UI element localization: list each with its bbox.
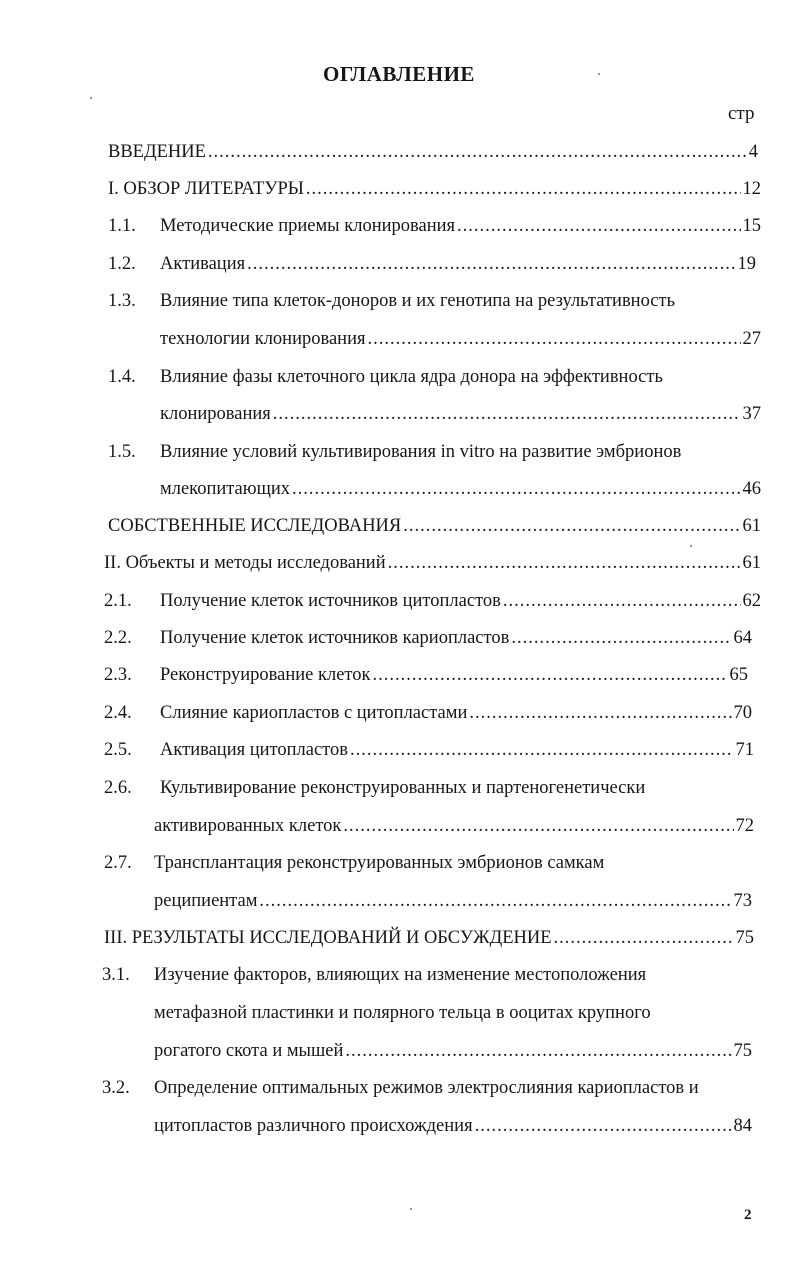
toc-entry-page: 15 bbox=[742, 216, 761, 236]
toc-entry-title: III. РЕЗУЛЬТАТЫ ИССЛЕДОВАНИЙ И ОБСУЖДЕНИЕ bbox=[104, 928, 552, 948]
toc-entry-title: Влияние условий культивирования in vitro на развитие эмбрионов bbox=[160, 442, 682, 462]
toc-entry-2-6[interactable] bbox=[0, 772, 798, 804]
leader-dots bbox=[403, 510, 740, 542]
page-title: ОГЛАВЛЕНИЕ bbox=[323, 62, 475, 86]
toc-entry-title-continued: реципиентам bbox=[154, 891, 258, 911]
leader-dots bbox=[368, 323, 741, 355]
leader-dots bbox=[343, 810, 733, 842]
toc-entry-title: СОБСТВЕННЫЕ ИССЛЕДОВАНИЯ bbox=[108, 516, 402, 536]
toc-entry-2-7-continued[interactable] bbox=[0, 885, 798, 917]
toc-entry-number: 1.1. bbox=[108, 216, 136, 236]
toc-entry-page: 12 bbox=[742, 179, 761, 199]
leader-dots bbox=[259, 885, 731, 917]
toc-entry-title-continued: клонирования bbox=[160, 404, 271, 424]
toc-entry-title: Активация цитопластов bbox=[160, 740, 348, 760]
toc-entry-title: Влияние фазы клеточного цикла ядра донора на эффективность bbox=[160, 367, 663, 387]
page-column-label: стр bbox=[728, 103, 755, 124]
toc-entry-number: 3.1. bbox=[102, 965, 130, 985]
toc-entry-title: Получение клеток источников кариопластов bbox=[160, 628, 510, 648]
toc-entry-number: 1.5. bbox=[108, 442, 136, 462]
toc-entry-title-continued: млекопитающих bbox=[160, 479, 290, 499]
toc-entry-title: Реконструирование клеток bbox=[160, 665, 371, 685]
toc-entry-number: 2.6. bbox=[104, 778, 132, 798]
toc-entry-page: 46 bbox=[742, 479, 761, 499]
leader-dots bbox=[554, 922, 734, 954]
toc-entry-chapter-3[interactable] bbox=[0, 922, 798, 954]
leader-dots bbox=[503, 585, 741, 617]
leader-dots bbox=[345, 1035, 731, 1067]
toc-entry-number: 2.1. bbox=[104, 591, 132, 611]
toc-entry-page: 64 bbox=[733, 628, 752, 648]
toc-entry-title-continued: технологии клонирования bbox=[160, 329, 366, 349]
toc-entry-title: Влияние типа клеток-доноров и их генотипа на результативность bbox=[160, 291, 676, 311]
leader-dots bbox=[388, 547, 741, 579]
toc-entry-3-1[interactable] bbox=[0, 959, 798, 991]
toc-entry-title-continued: метафазной пластинки и полярного тельца в ооцитах крупного bbox=[154, 1003, 651, 1023]
toc-entry-number: 2.7. bbox=[104, 853, 132, 873]
scan-speck bbox=[90, 97, 92, 99]
leader-dots bbox=[372, 659, 727, 691]
toc-entry-1-4-continued[interactable] bbox=[0, 398, 798, 430]
toc-entry-1-5[interactable] bbox=[0, 436, 798, 468]
toc-entry-title: Культивирование реконструированных и партеногенетически bbox=[160, 778, 646, 798]
toc-entry-title: Активация bbox=[160, 254, 246, 274]
leader-dots bbox=[208, 136, 747, 168]
toc-entry-3-2-continued[interactable] bbox=[0, 1110, 798, 1142]
toc-entry-1-3-continued[interactable] bbox=[0, 323, 798, 355]
toc-entry-2-1[interactable] bbox=[0, 585, 798, 617]
toc-entry-page: 62 bbox=[742, 591, 761, 611]
leader-dots bbox=[475, 1110, 732, 1142]
toc-entry-2-3[interactable] bbox=[0, 659, 798, 691]
toc-entry-2-5[interactable] bbox=[0, 734, 798, 766]
toc-entry-number: 3.2. bbox=[102, 1078, 130, 1098]
toc-entry-page: 27 bbox=[742, 329, 761, 349]
scan-speck bbox=[598, 73, 600, 75]
toc-entry-chapter-1[interactable] bbox=[0, 173, 798, 205]
toc-entry-3-1-line-2[interactable] bbox=[0, 997, 798, 1029]
toc-entry-number: 2.5. bbox=[104, 740, 132, 760]
toc-entry-title: Получение клеток источников цитопластов bbox=[160, 591, 501, 611]
toc-entry-page: 61 bbox=[742, 553, 761, 573]
leader-dots bbox=[511, 622, 731, 654]
leader-dots bbox=[350, 734, 734, 766]
toc-entry-title: Слияние кариопластов с цитопластами bbox=[160, 703, 468, 723]
toc-entry-1-1[interactable] bbox=[0, 210, 798, 242]
toc-entry-page: 84 bbox=[733, 1116, 752, 1136]
scan-speck bbox=[690, 545, 692, 547]
toc-entry-page: 61 bbox=[742, 516, 761, 536]
toc-entry-title: Методические приемы клонирования bbox=[160, 216, 456, 236]
toc-entry-title-continued: активированных клеток bbox=[154, 816, 342, 836]
toc-entry-page: 37 bbox=[742, 404, 761, 424]
toc-entry-number: 1.3. bbox=[108, 291, 136, 311]
toc-entry-title: Определение оптимальных режимов электрослияния кариопластов и bbox=[154, 1078, 699, 1098]
toc-entry-number: 2.4. bbox=[104, 703, 132, 723]
toc-entry-page: 75 bbox=[733, 1041, 752, 1061]
toc-entry-2-2[interactable] bbox=[0, 622, 798, 654]
leader-dots bbox=[273, 398, 741, 430]
toc-entry-page: 70 bbox=[733, 703, 752, 723]
toc-entry-title: I. ОБЗОР ЛИТЕРАТУРЫ bbox=[108, 179, 304, 199]
toc-entry-page: 72 bbox=[735, 816, 754, 836]
toc-entry-introduction[interactable] bbox=[0, 136, 798, 168]
toc-entry-title: Изучение факторов, влияющих на изменение местоположения bbox=[154, 965, 647, 985]
toc-entry-title-continued: рогатого скота и мышей bbox=[154, 1041, 344, 1061]
toc-entry-own-research[interactable] bbox=[0, 510, 798, 542]
toc-entry-number: 1.2. bbox=[108, 254, 136, 274]
page-number: 2 bbox=[744, 1207, 752, 1223]
leader-dots bbox=[247, 248, 735, 280]
toc-entry-title: Трансплантация реконструированных эмбрионов самкам bbox=[154, 853, 605, 873]
toc-entry-chapter-2[interactable] bbox=[0, 547, 798, 579]
toc-entry-3-2[interactable] bbox=[0, 1072, 798, 1104]
toc-entry-2-6-continued[interactable] bbox=[0, 810, 798, 842]
leader-dots bbox=[457, 210, 740, 242]
toc-entry-2-7[interactable] bbox=[0, 847, 798, 879]
toc-entry-1-5-continued[interactable] bbox=[0, 473, 798, 505]
toc-entry-number: 2.3. bbox=[104, 665, 132, 685]
toc-entry-page: 4 bbox=[748, 142, 758, 162]
toc-entry-title: ВВЕДЕНИЕ bbox=[108, 142, 206, 162]
leader-dots bbox=[469, 697, 731, 729]
toc-entry-title: II. Объекты и методы исследований bbox=[104, 553, 386, 573]
leader-dots bbox=[292, 473, 741, 505]
toc-entry-1-4[interactable] bbox=[0, 361, 798, 393]
toc-entry-page: 19 bbox=[737, 254, 756, 274]
scan-speck bbox=[410, 1208, 412, 1210]
toc-entry-page: 71 bbox=[735, 740, 754, 760]
toc-entry-page: 75 bbox=[735, 928, 754, 948]
leader-dots bbox=[306, 173, 741, 205]
toc-entry-2-4[interactable] bbox=[0, 697, 798, 729]
toc-entry-3-1-line-3[interactable] bbox=[0, 1035, 798, 1067]
toc-entry-title-continued: цитопластов различного происхождения bbox=[154, 1116, 473, 1136]
toc-entry-1-2[interactable] bbox=[0, 248, 798, 280]
toc-entry-page: 65 bbox=[729, 665, 748, 685]
toc-entry-1-3[interactable] bbox=[0, 285, 798, 317]
toc-entry-number: 1.4. bbox=[108, 367, 136, 387]
toc-entry-page: 73 bbox=[733, 891, 752, 911]
toc-entry-number: 2.2. bbox=[104, 628, 132, 648]
